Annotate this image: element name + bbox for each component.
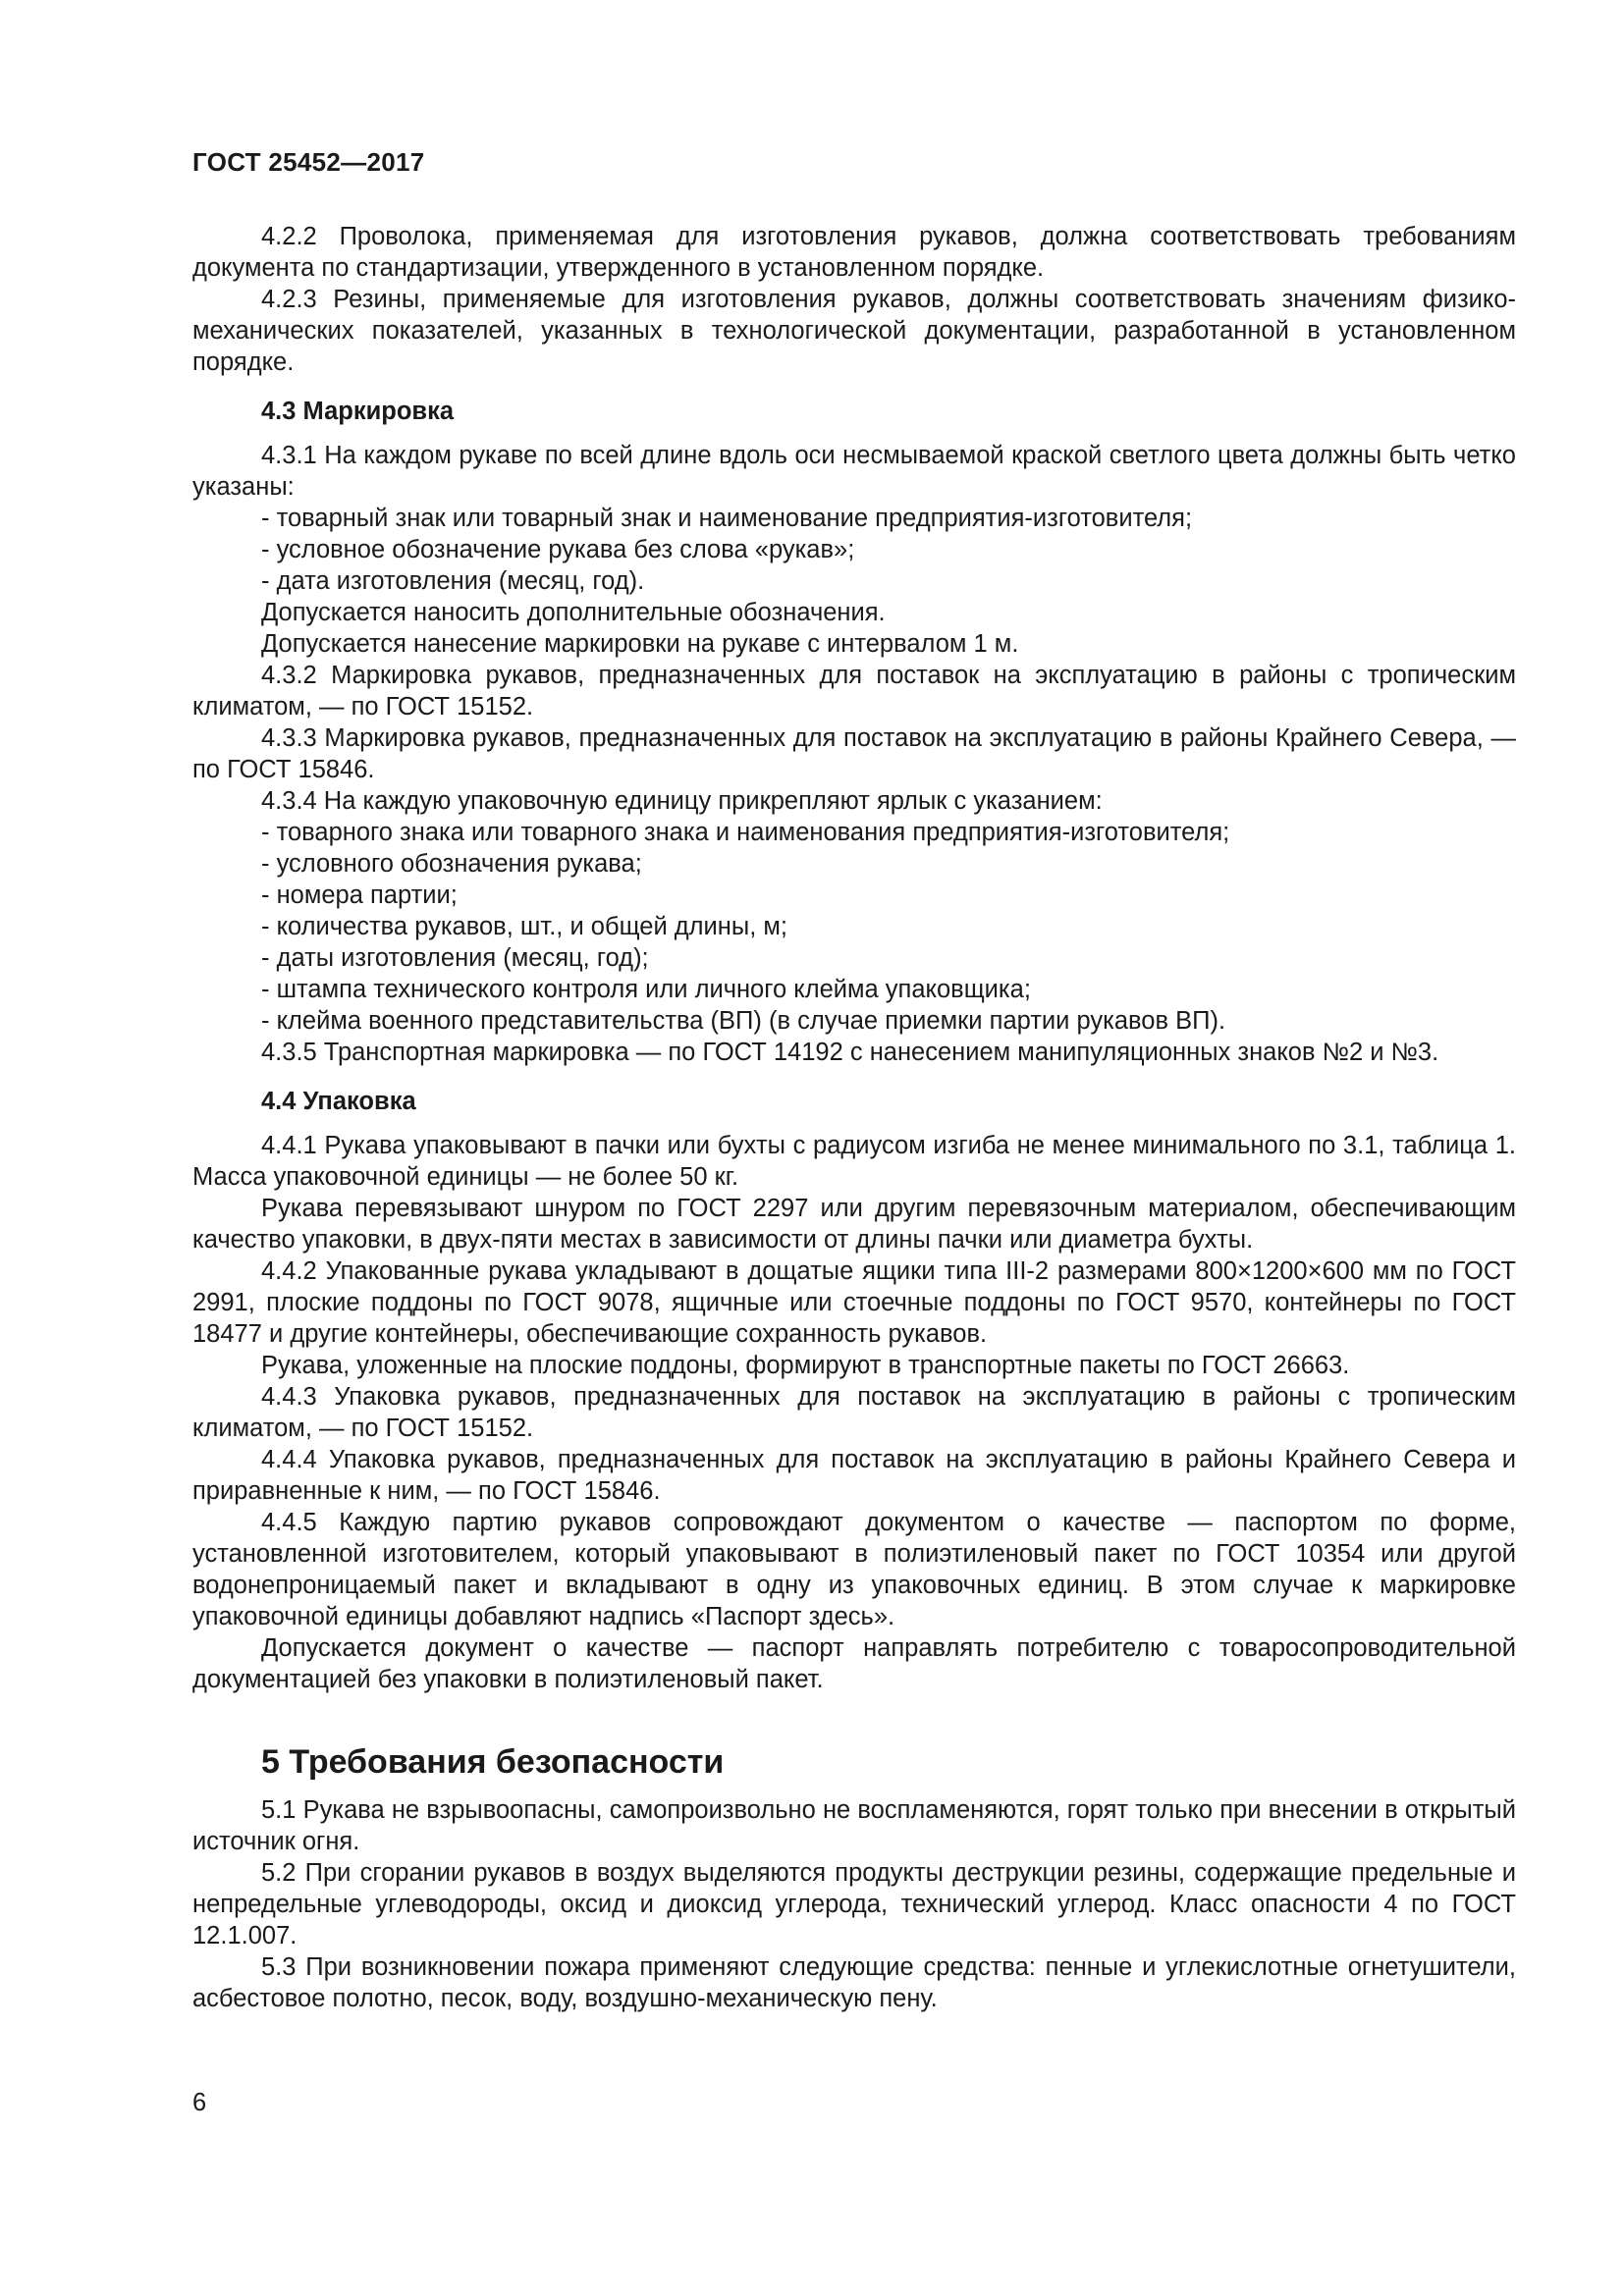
document-body [192,221,1516,2014]
list-line: - даты изготовления (месяц, год); [261,944,649,972]
paragraph: 4.3.1 На каждом рукаве по всей длине вдоль оси несмываемой краской светлого цвета должны быть четко указаны: [192,442,1516,501]
list-line: - штампа технического контроля или личного клейма упаковщика; [261,976,1031,1003]
list-line: 4.3.4 На каждую упаковочную единицу прикрепляют ярлык с указанием: [261,787,1103,815]
paragraph: 4.4.1 Рукава упаковывают в пачки или бухты с радиусом изгиба не менее минимального по 3.1, таблица 1. Масса упаковочной единицы — не более 50 кг. [192,1132,1516,1191]
list-line: Допускается нанесение маркировки на рукаве с интервалом 1 м. [261,630,1019,658]
paragraph: 4.4.5 Каждую партию рукавов сопровождают документом о качестве — паспортом по форме, установленной изготовителем, который упаковывают в полиэтиленовый пакет по ГОСТ 10354 или другой водонепроницаемый пакет и вкладывают в одну из упаковочных единиц. В этом случае к маркировке упаковочной единицы добавляют надпись «Паспорт здесь». [192,1509,1516,1630]
paragraph: 5.1 Рукава не взрывоопасны, самопроизвольно не воспламеняются, горят только при внесении в открытый источник огня. [192,1796,1516,1855]
document-header: ГОСТ 25452—2017 [192,147,425,177]
paragraph: 4.4.2 Упакованные рукава укладывают в дощатые ящики типа III-2 размерами 800×1200×600 мм по ГОСТ 2991, плоские поддоны по ГОСТ 9078, ящичные или стоечные поддоны по ГОСТ 9570, контейнеры по ГОСТ 18477 и другие контейнеры, обеспечивающие сохранность рукавов. [192,1257,1516,1348]
paragraph: Рукава перевязывают шнуром по ГОСТ 2297 или другим перевязочным материалом, обеспечивающим качество упаковки, в двух-пяти местах в зависимости от длины пачки или диаметра бухты. [192,1195,1516,1254]
list-line: Допускается наносить дополнительные обозначения. [261,599,886,626]
paragraph: 4.2.3 Резины, применяемые для изготовления рукавов, должны соответствовать значениям физико-механических показателей, указанных в технологической документации, разработанной в установленном порядке. [192,286,1516,376]
list-line: - номера партии; [261,881,458,909]
paragraph: 4.4.3 Упаковка рукавов, предназначенных для поставок на эксплуатацию в районы с тропическим климатом, — по ГОСТ 15152. [192,1383,1516,1442]
paragraph: 4.3.3 Маркировка рукавов, предназначенных для поставок на эксплуатацию в районы Крайнего Севера, — по ГОСТ 15846. [192,724,1516,783]
paragraph: Допускается документ о качестве — паспорт направлять потребителю с товаросопроводительной документацией без упаковки в полиэтиленовый пакет. [192,1634,1516,1693]
paragraph: 4.4.4 Упаковка рукавов, предназначенных для поставок на эксплуатацию в районы Крайнего Севера и приравненные к ним, — по ГОСТ 15846. [192,1446,1516,1505]
list-line: - количества рукавов, шт., и общей длины, м; [261,913,787,940]
list-line: - клейма военного представительства (ВП) (в случае приемки партии рукавов ВП). [261,1007,1226,1035]
section-heading: 4.4 Упаковка [261,1088,416,1115]
chapter-heading: 5 Требования безопасности [261,1743,725,1781]
paragraph: 5.2 При сгорании рукавов в воздух выделяются продукты деструкции резины, содержащие предельные и непредельные углеводороды, оксид и диоксид углерода, технический углерод. Класс опасности 4 по ГОСТ 12.1.007. [192,1859,1516,1949]
paragraph: 4.2.2 Проволока, применяемая для изготовления рукавов, должна соответствовать требованиям документа по стандартизации, утвержденного в установленном порядке. [192,223,1516,282]
list-line: - условного обозначения рукава; [261,850,642,878]
list-line: - дата изготовления (месяц, год). [261,567,645,595]
list-line: - товарный знак или товарный знак и наименование предприятия-изготовителя; [261,505,1193,532]
list-line: - условное обозначение рукава без слова «рукав»; [261,536,855,563]
list-line: Рукава, уложенные на плоские поддоны, формируют в транспортные пакеты по ГОСТ 26663. [261,1352,1350,1379]
section-heading: 4.3 Маркировка [261,398,455,425]
page-number: 6 [192,2089,207,2116]
list-line: 4.3.5 Транспортная маркировка — по ГОСТ 14192 с нанесением манипуляционных знаков №2 и №3. [261,1039,1439,1066]
paragraph: 5.3 При возникновении пожара применяют следующие средства: пенные и углекислотные огнетушители, асбестовое полотно, песок, воду, воздушно-механическую пену. [192,1953,1516,2012]
paragraph: 4.3.2 Маркировка рукавов, предназначенных для поставок на эксплуатацию в районы с тропическим климатом, — по ГОСТ 15152. [192,662,1516,721]
list-line: - товарного знака или товарного знака и наименования предприятия-изготовителя; [261,819,1230,846]
